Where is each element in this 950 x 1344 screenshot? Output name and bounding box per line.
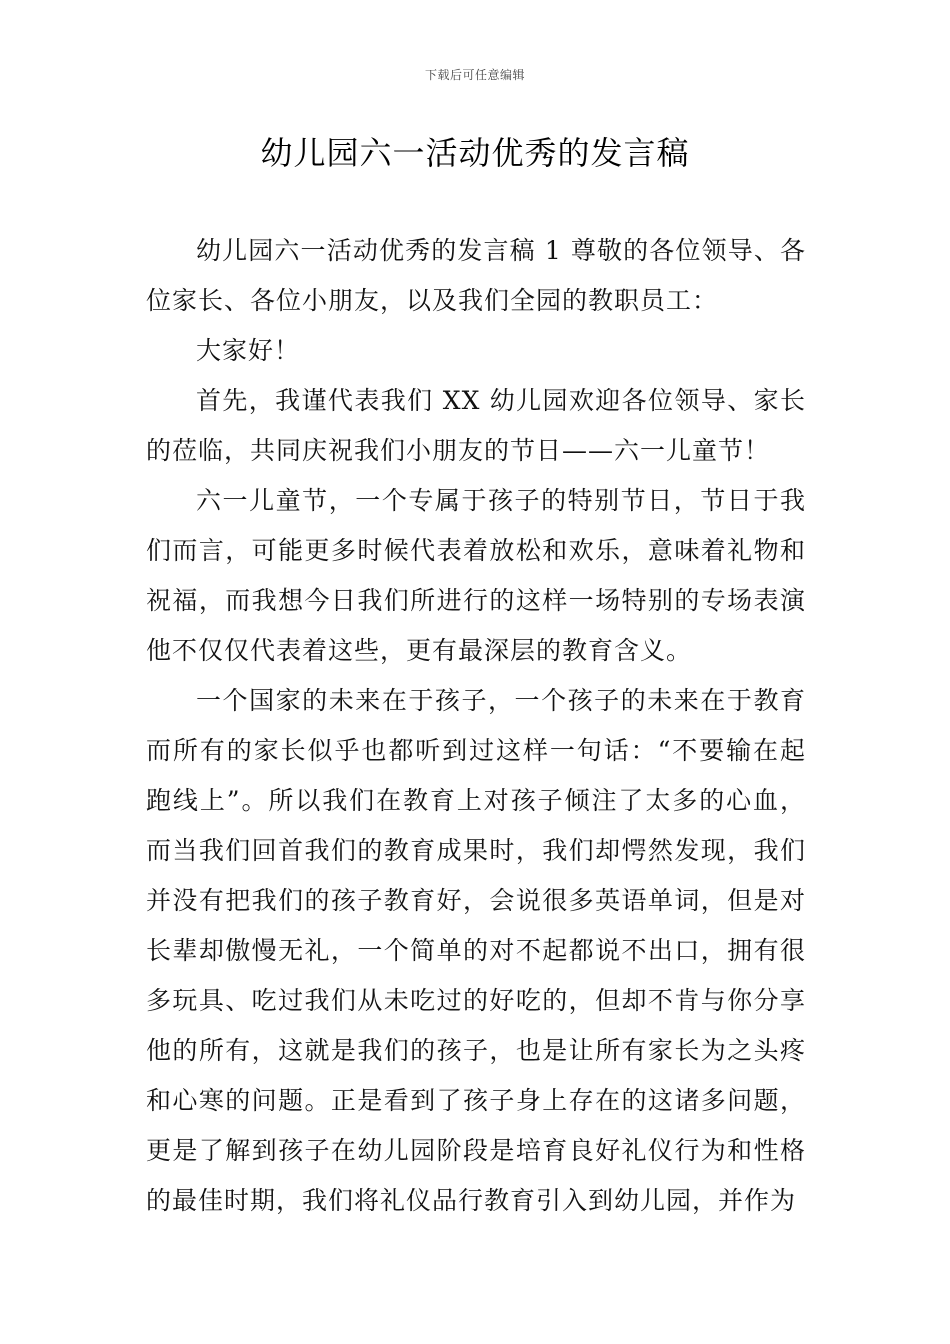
document-title: 幼儿园六一活动优秀的发言稿 [260,134,690,172]
document-body [146,226,806,1226]
paragraph-3: 首先，我谨代表我们 XX 幼儿园欢迎各位领导、家长的莅临，共同庆祝我们小朋友的节日——六一儿童节！ [146,386,806,465]
header-note: 下载后可任意编辑 [424,68,525,82]
paragraph-2: 大家好！ [196,336,301,365]
paragraph-1: 幼儿园六一活动优秀的发言稿 1 尊敬的各位领导、各位家长、各位小朋友，以及我们全园的教职员工： [146,236,806,315]
paragraph-5: 一个国家的未来在于孩子，一个孩子的未来在于教育而所有的家长似乎也都听到过这样一句话：“不要输在起跑线上”。所以我们在教育上对孩子倾注了太多的心血，而当我们回首我们的教育成果时，我们却愕然发现，我们并没有把我们的孩子教育好，会说很多英语单词，但是对长辈却傲慢无礼，一个简单的对不起都说不出口，拥有很多玩具、吃过我们从未吃过的好吃的，但却不肯与你分享他的所有，这就是我们的孩子，也是让所有家长为之头疼和心寒的问题。正是看到了孩子身上存在的这诸多问题，更是了解到孩子在幼儿园阶段是培育良好礼仪行为和性格的最佳时期，我们将礼仪品行教育引入到幼儿园，并作为 [146,686,806,1215]
paragraph-4: 六一儿童节，一个专属于孩子的特别节日，节日于我们而言，可能更多时候代表着放松和欢乐，意味着礼物和祝福，而我想今日我们所进行的这样一场特别的专场表演他不仅仅代表着这些，更有最深层的教育含义。 [146,486,806,665]
